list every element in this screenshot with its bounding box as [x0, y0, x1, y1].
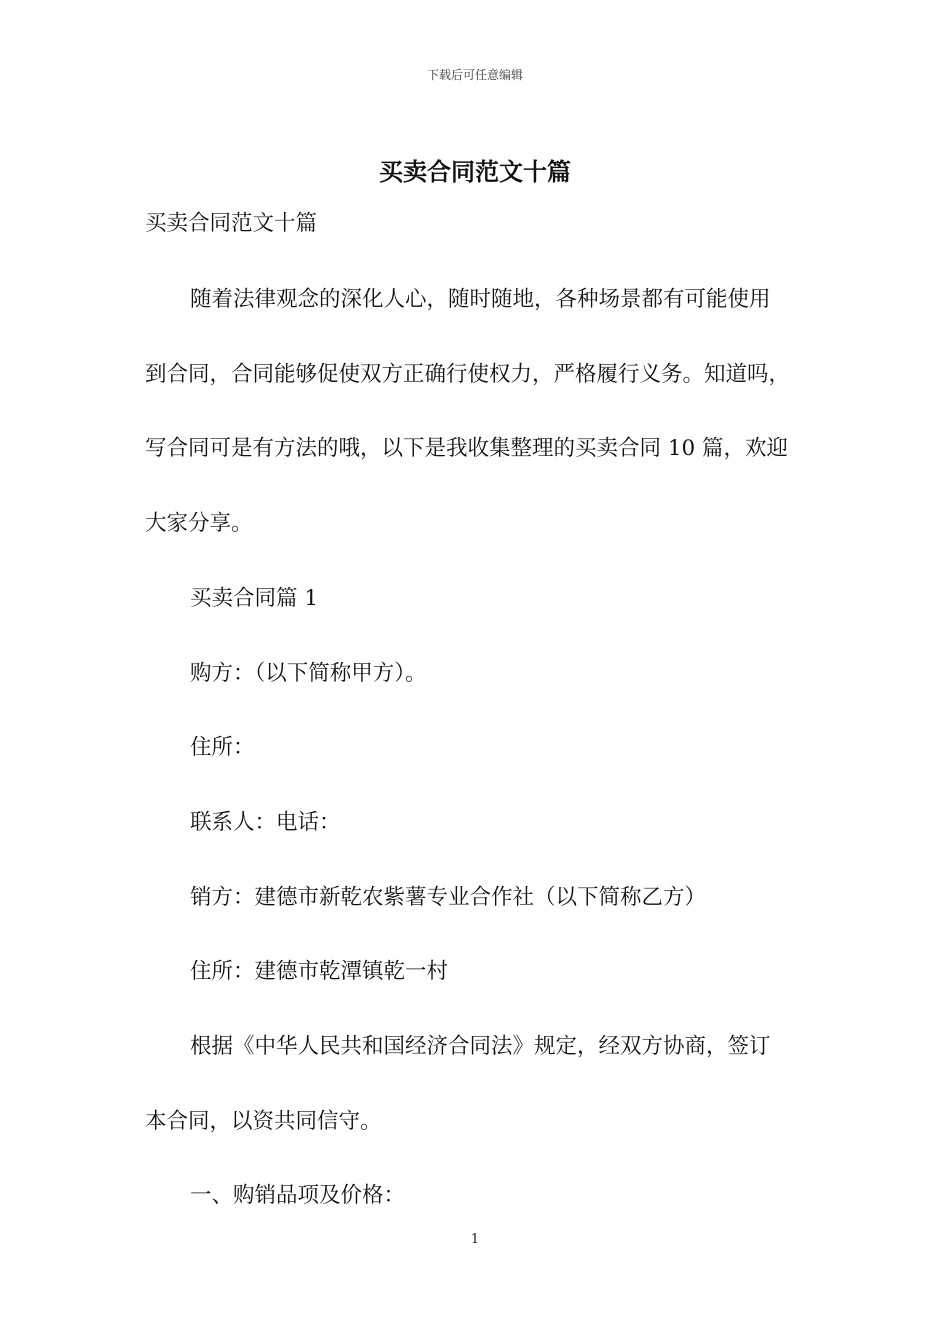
document-subtitle: 买卖合同范文十篇 — [145, 211, 318, 236]
clause-one-heading: 一、购销品项及价格： — [190, 1183, 406, 1208]
intro-line-3: 写合同可是有方法的哦，以下是我收集整理的买卖合同 10 篇，欢迎 — [145, 436, 789, 461]
page-number: 1 — [470, 1232, 480, 1247]
buyer-address-line: 住所： — [190, 735, 255, 760]
seller-address-line: 住所：建德市乾潭镇乾一村 — [190, 959, 449, 984]
header-note: 下载后可任意编辑 — [426, 68, 523, 82]
intro-line-1: 随着法律观念的深化人心，随时随地，各种场景都有可能使用 — [190, 287, 771, 312]
intro-line-4: 大家分享。 — [145, 511, 253, 536]
seller-line: 销方：建德市新乾农紫薯专业合作社（以下简称乙方） — [190, 885, 707, 910]
document-title: 买卖合同范文十篇 — [379, 157, 571, 186]
basis-line-1: 根据《中华人民共和国经济合同法》规定，经双方协商，签订 — [190, 1034, 771, 1059]
buyer-contact-line: 联系人：电话： — [190, 810, 341, 835]
intro-line-2: 到合同，合同能够促使双方正确行使权力，严格履行义务。知道吗， — [145, 362, 791, 387]
section-heading: 买卖合同篇 1 — [190, 586, 319, 611]
basis-line-2: 本合同，以资共同信守。 — [145, 1109, 382, 1134]
buyer-line: 购方：（以下简称甲方）。 — [190, 661, 427, 686]
